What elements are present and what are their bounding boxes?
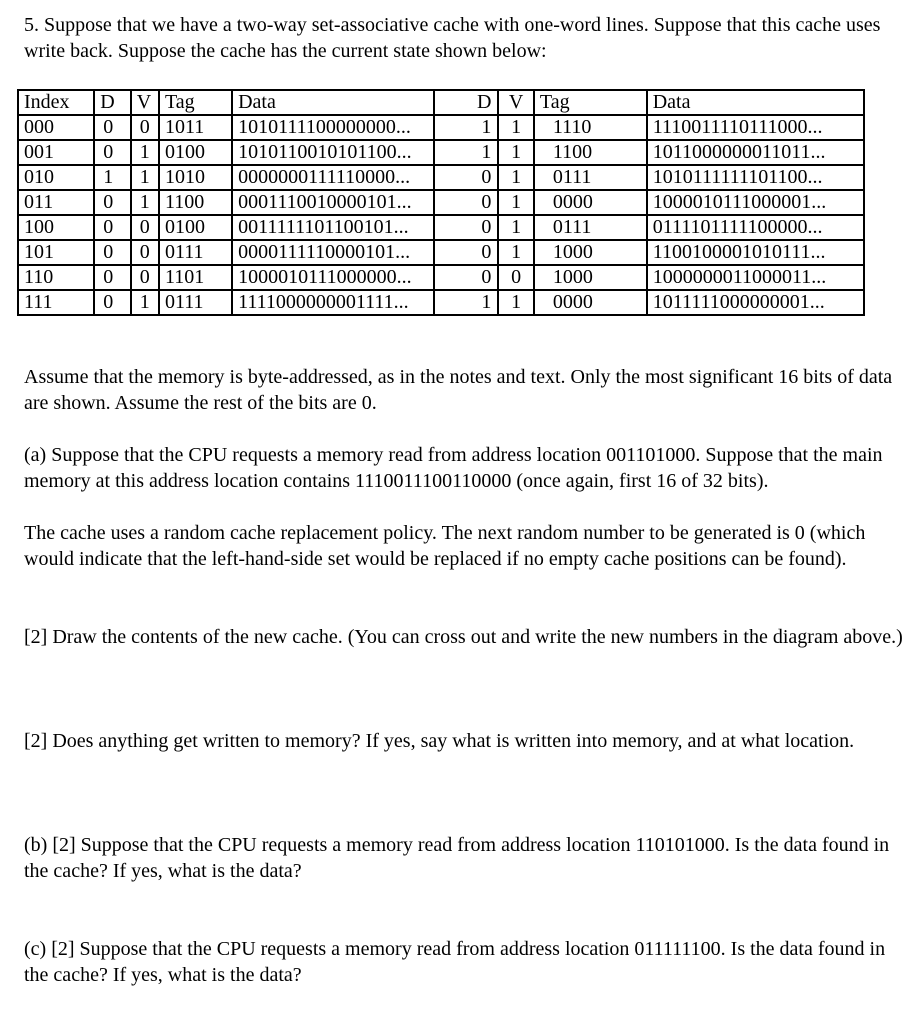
part-b-question: (b) [2] Suppose that the CPU requests a memory read from address location 110101000. Is the data found in the cache? If yes, what is the data? <box>24 834 890 882</box>
cell-dirty-way2: 1 <box>434 290 499 315</box>
cell-tag-way1: 0100 <box>159 140 232 165</box>
cell-index: 100 <box>18 215 94 240</box>
header-data-way2: Data <box>647 90 864 115</box>
cell-dirty-way2: 0 <box>434 240 499 265</box>
cell-dirty-way2: 0 <box>434 265 499 290</box>
cell-index: 101 <box>18 240 94 265</box>
cell-data-way2: 1100100001010111... <box>647 240 864 265</box>
cell-valid-way2: 1 <box>498 165 534 190</box>
cell-data-way2: 1011000000011011... <box>647 140 864 165</box>
cell-dirty-way1: 0 <box>94 240 131 265</box>
cell-valid-way2: 1 <box>498 140 534 165</box>
header-dirty-way2: D <box>434 90 499 115</box>
cache-row <box>18 165 864 190</box>
cell-data-way1: 0001110010000101... <box>232 190 434 215</box>
part-a-replacement-policy: The cache uses a random cache replacement policy. The next random number to be generated is 0 (which would indicate that the left-hand-side set would be replaced if no empty cache positions can be found). <box>24 522 866 570</box>
cell-valid-way2: 1 <box>498 115 534 140</box>
cell-data-way2: 1000010111000001... <box>647 190 864 215</box>
cell-data-way2: 0111101111100000... <box>647 215 864 240</box>
cell-valid-way1: 0 <box>131 265 159 290</box>
part-a-draw-task: [2] Draw the contents of the new cache. (You can cross out and write the new numbers in the diagram above.) <box>24 626 903 648</box>
cell-data-way2: 1011111000000001... <box>647 290 864 315</box>
cell-dirty-way2: 1 <box>434 115 499 140</box>
cell-data-way2: 1010111111101100... <box>647 165 864 190</box>
cell-valid-way1: 1 <box>131 290 159 315</box>
cell-dirty-way1: 0 <box>94 215 131 240</box>
cell-index: 001 <box>18 140 94 165</box>
cell-data-way1: 0000000111110000... <box>232 165 434 190</box>
cell-tag-way2: 0111 <box>534 215 647 240</box>
part-a-write-task: [2] Does anything get written to memory? If yes, say what is written into memory, and at what location. <box>24 730 855 752</box>
cell-index: 110 <box>18 265 94 290</box>
cache-row <box>18 290 864 315</box>
cell-index: 000 <box>18 115 94 140</box>
cell-dirty-way1: 0 <box>94 115 131 140</box>
header-index: Index <box>18 90 94 115</box>
cache-row <box>18 115 864 140</box>
cell-data-way2: 1000000011000011... <box>647 265 864 290</box>
cell-dirty-way2: 0 <box>434 165 499 190</box>
cell-tag-way1: 0111 <box>159 290 232 315</box>
cache-row <box>18 215 864 240</box>
cell-data-way2: 1110011110111000... <box>647 115 864 140</box>
cell-tag-way1: 1100 <box>159 190 232 215</box>
cell-dirty-way2: 1 <box>434 140 499 165</box>
part-a-question: (a) Suppose that the CPU requests a memory read from address location 001101000. Suppose that the main memory at this address location contains 1110011100110000 (once again, first 16 of 32 bits). <box>24 444 883 492</box>
cell-valid-way1: 1 <box>131 190 159 215</box>
cell-tag-way2: 1100 <box>534 140 647 165</box>
cell-data-way1: 0011111101100101... <box>232 215 434 240</box>
cell-tag-way1: 1010 <box>159 165 232 190</box>
header-valid-way1: V <box>131 90 159 115</box>
cell-dirty-way2: 0 <box>434 215 499 240</box>
cache-row <box>18 140 864 165</box>
cell-valid-way1: 0 <box>131 215 159 240</box>
cell-valid-way2: 0 <box>498 265 534 290</box>
cell-tag-way1: 0111 <box>159 240 232 265</box>
cell-dirty-way1: 0 <box>94 290 131 315</box>
cell-tag-way2: 0111 <box>534 165 647 190</box>
cache-header-row <box>18 90 864 115</box>
cell-tag-way2: 0000 <box>534 190 647 215</box>
cell-tag-way2: 1110 <box>534 115 647 140</box>
header-data-way1: Data <box>232 90 434 115</box>
cell-dirty-way1: 0 <box>94 265 131 290</box>
cell-data-way1: 1000010111000000... <box>232 265 434 290</box>
cache-row <box>18 265 864 290</box>
header-tag-way2: Tag <box>534 90 647 115</box>
cell-tag-way2: 1000 <box>534 265 647 290</box>
cell-index: 111 <box>18 290 94 315</box>
cell-valid-way2: 1 <box>498 240 534 265</box>
cell-data-way1: 1010110010101100... <box>232 140 434 165</box>
cell-tag-way1: 0100 <box>159 215 232 240</box>
cell-index: 011 <box>18 190 94 215</box>
cell-tag-way1: 1101 <box>159 265 232 290</box>
header-valid-way2: V <box>498 90 534 115</box>
cell-data-way1: 0000111110000101... <box>232 240 434 265</box>
cell-dirty-way1: 1 <box>94 165 131 190</box>
cell-valid-way2: 1 <box>498 215 534 240</box>
cell-data-way1: 1111000000001111... <box>232 290 434 315</box>
header-dirty-way1: D <box>94 90 131 115</box>
cell-valid-way2: 1 <box>498 290 534 315</box>
cell-dirty-way1: 0 <box>94 190 131 215</box>
cell-valid-way2: 1 <box>498 190 534 215</box>
header-tag-way1: Tag <box>159 90 232 115</box>
memory-note: Assume that the memory is byte-addressed, as in the notes and text. Only the most significant 16 bits of data are shown. Assume the rest of the bits are 0. <box>24 366 893 414</box>
cell-dirty-way2: 0 <box>434 190 499 215</box>
cell-valid-way1: 1 <box>131 165 159 190</box>
cell-tag-way2: 1000 <box>534 240 647 265</box>
part-c-question: (c) [2] Suppose that the CPU requests a memory read from address location 011111100. Is the data found in the cache? If yes, what is the data? <box>24 938 886 986</box>
cache-state-table <box>17 89 865 316</box>
cell-data-way1: 1010111100000000... <box>232 115 434 140</box>
cell-valid-way1: 0 <box>131 240 159 265</box>
cell-index: 010 <box>18 165 94 190</box>
cell-tag-way2: 0000 <box>534 290 647 315</box>
cell-valid-way1: 1 <box>131 140 159 165</box>
cache-row <box>18 190 864 215</box>
cell-tag-way1: 1011 <box>159 115 232 140</box>
question-intro: 5. Suppose that we have a two-way set-associative cache with one-word lines. Suppose that this cache uses write back. Suppose the cache has the current state shown below: <box>24 14 881 62</box>
cache-row <box>18 240 864 265</box>
cell-valid-way1: 0 <box>131 115 159 140</box>
cell-dirty-way1: 0 <box>94 140 131 165</box>
